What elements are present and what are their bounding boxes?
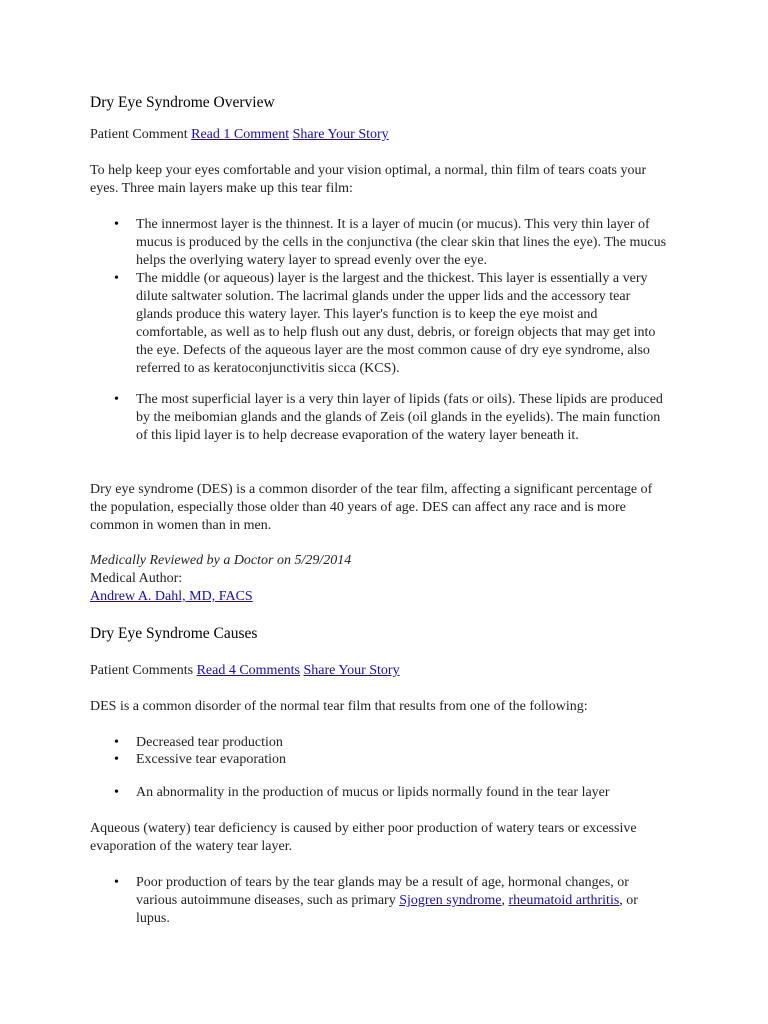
share-story-link[interactable]: Share Your Story	[292, 127, 389, 142]
share-story-link[interactable]: Share Your Story	[303, 663, 400, 678]
author-link[interactable]: Andrew A. Dahl, MD, FACS	[90, 589, 253, 604]
list-item: • The middle (or aqueous) layer is the largest and the thickest. This layer is essentially a very dilute saltwater solution. The lacrimal glands under the upper lids and the accessory tear glands produce this watery layer. This layer's function is to keep the eye moist and comfortable, as well as to help flush out any dust, debris, or foreign objects that may get into the eye. Defects of the aqueous layer are the most common cause of dry eye syndrome, also referred to as keratoconjunctivitis sicca (KCS).	[136, 270, 670, 378]
des-summary-paragraph: Dry eye syndrome (DES) is a common disorder of the tear film, affecting a significant percentage of the population, especially those older than 40 years of age. DES can affect any race and is more common in women than in men.	[90, 482, 653, 533]
rheumatoid-arthritis-link[interactable]: rheumatoid arthritis	[508, 893, 620, 908]
list-item: • An abnormality in the production of mucus or lipids normally found in the tear layer	[136, 784, 670, 802]
patient-comment-line	[90, 126, 389, 144]
list-item	[136, 874, 670, 928]
author-line	[90, 588, 253, 606]
review-date: Medically Reviewed by a Doctor on 5/29/2014	[90, 553, 352, 568]
sjogren-syndrome-link[interactable]: Sjogren syndrome	[399, 893, 502, 908]
patient-comment-label: Patient Comment	[90, 127, 188, 142]
aqueous-paragraph: Aqueous (watery) tear deficiency is caused by either poor production of watery tears or excessive evaporation of the watery tear layer.	[90, 821, 637, 854]
causes-intro-paragraph: DES is a common disorder of the normal tear film that results from one of the following:	[90, 699, 588, 714]
read-comments-link[interactable]: Read 1 Comment	[191, 127, 290, 142]
list-item: • The most superficial layer is a very thin layer of lipids (fats or oils). These lipids are produced by the meibomian glands and the glands of Zeis (oil glands in the eyelids). The main function of this lipid layer is to help decrease evaporation of the watery layer beneath it.	[136, 391, 670, 445]
poor-production-text: Poor production of tears by the tear glands may be a result of age, hormonal changes, or various autoimmune diseases, such as primary	[136, 875, 629, 908]
list-item: • Decreased tear production	[136, 734, 670, 752]
comma-separator: ,	[501, 893, 505, 908]
patient-comments-line	[90, 662, 400, 680]
author-label: Medical Author:	[90, 571, 183, 586]
patient-comments-label: Patient Comments	[90, 663, 194, 678]
section-heading-overview: Dry Eye Syndrome Overview	[90, 94, 275, 111]
intro-paragraph: To help keep your eyes comfortable and your vision optimal, a normal, thin film of tears coats your eyes. Three main layers make up this tear film:	[90, 163, 647, 196]
poor-production-suffix: , or lupus.	[136, 893, 638, 926]
list-item: • The innermost layer is the thinnest. It is a layer of mucin (or mucus). This very thin layer of mucus is produced by the cells in the conjunctiva (the clear skin that lines the eye). The mucus helps the overlying watery layer to spread evenly over the eye.	[136, 216, 670, 270]
list-item: • Excessive tear evaporation	[136, 751, 670, 769]
section-heading-causes: Dry Eye Syndrome Causes	[90, 625, 258, 642]
read-comments-link[interactable]: Read 4 Comments	[196, 663, 300, 678]
